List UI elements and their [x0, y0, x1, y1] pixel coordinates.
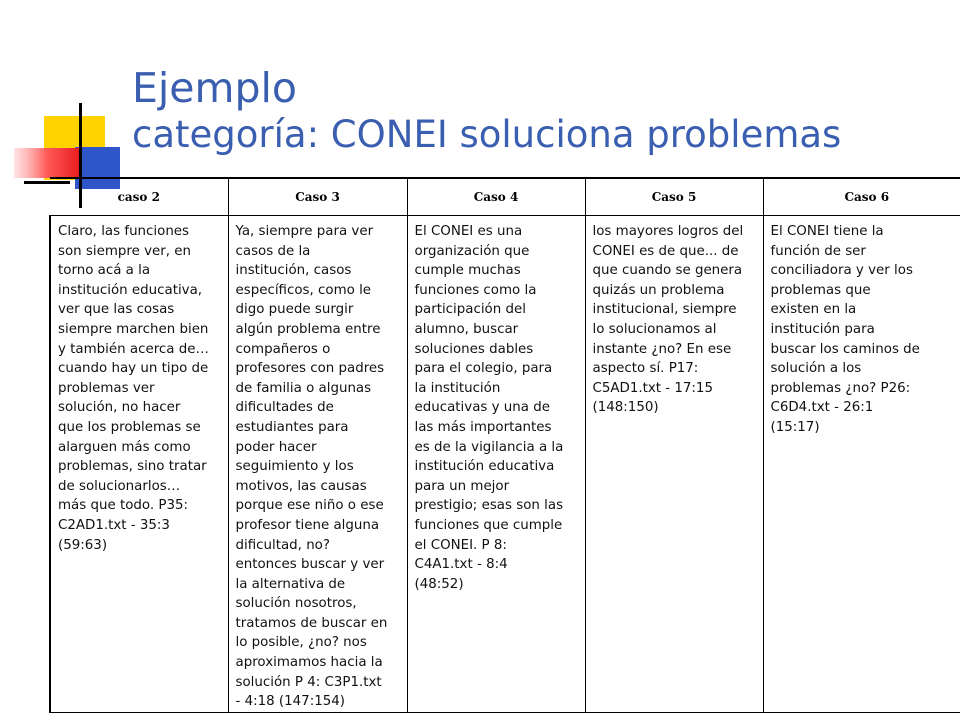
decor-red-gradient-bar	[14, 148, 80, 178]
cases-table	[49, 177, 960, 713]
cell-caso-2: Claro, las funciones son siempre ver, en torno acá a la institución educativa, ver que las cosas siempre marchen bien y también acerca de… cuando hay un tipo de problemas ver solución, no hacer que los problemas se alarguen más como problemas, sino tratar de solucionarlos… más que todo. P35: C2AD1.txt - 35:3 (59:63)	[50, 216, 228, 713]
header-caso-2: caso 2	[50, 178, 228, 216]
cell-caso-3: Ya, siempre para ver casos de la institución, casos específicos, como le digo puede surgir algún problema entre compañeros o profesores con padres de familia o algunas dificultades de estudiantes para poder hacer seguimiento y los motivos, las causas porque ese niño o ese profesor tiene alguna dificultad, no? entonces buscar y ver la alternativa de solución nosotros, tratamos de buscar en lo posible, ¿no? nos aproximamos hacia la solución P 4: C3P1.txt - 4:18 (147:154)	[228, 216, 407, 713]
header-caso-6: Caso 6	[763, 178, 960, 216]
cell-caso-6: El CONEI tiene la función de ser conciliadora y ver los problemas que existen en la institución para buscar los caminos de solución a los problemas ¿no? P26: C6D4.txt - 26:1 (15:17)	[763, 216, 960, 713]
header-caso-4: Caso 4	[407, 178, 585, 216]
cell-caso-5: los mayores logros del CONEI es de que... de que cuando se genera quizás un problema institucional, siempre lo solucionamos al instante ¿no? En ese aspecto sí. P17: C5AD1.txt - 17:15 (148:150)	[585, 216, 763, 713]
table-row	[50, 216, 960, 713]
slide-title-line1: Ejemplo	[132, 64, 297, 112]
header-caso-5: Caso 5	[585, 178, 763, 216]
header-caso-3: Caso 3	[228, 178, 407, 216]
cell-caso-4: El CONEI es una organización que cumple muchas funciones como la participación del alumno, buscar soluciones dables para el colegio, para la institución educativas y una de las más importantes es de la vigilancia a la institución educativa para un mejor prestigio; esas son las funciones que cumple el CONEI. P 8: C4A1.txt - 8:4 (48:52)	[407, 216, 585, 713]
slide-title	[132, 66, 841, 156]
table-header-row	[50, 178, 960, 216]
slide-title-line2: categoría: CONEI soluciona problemas	[132, 113, 842, 157]
